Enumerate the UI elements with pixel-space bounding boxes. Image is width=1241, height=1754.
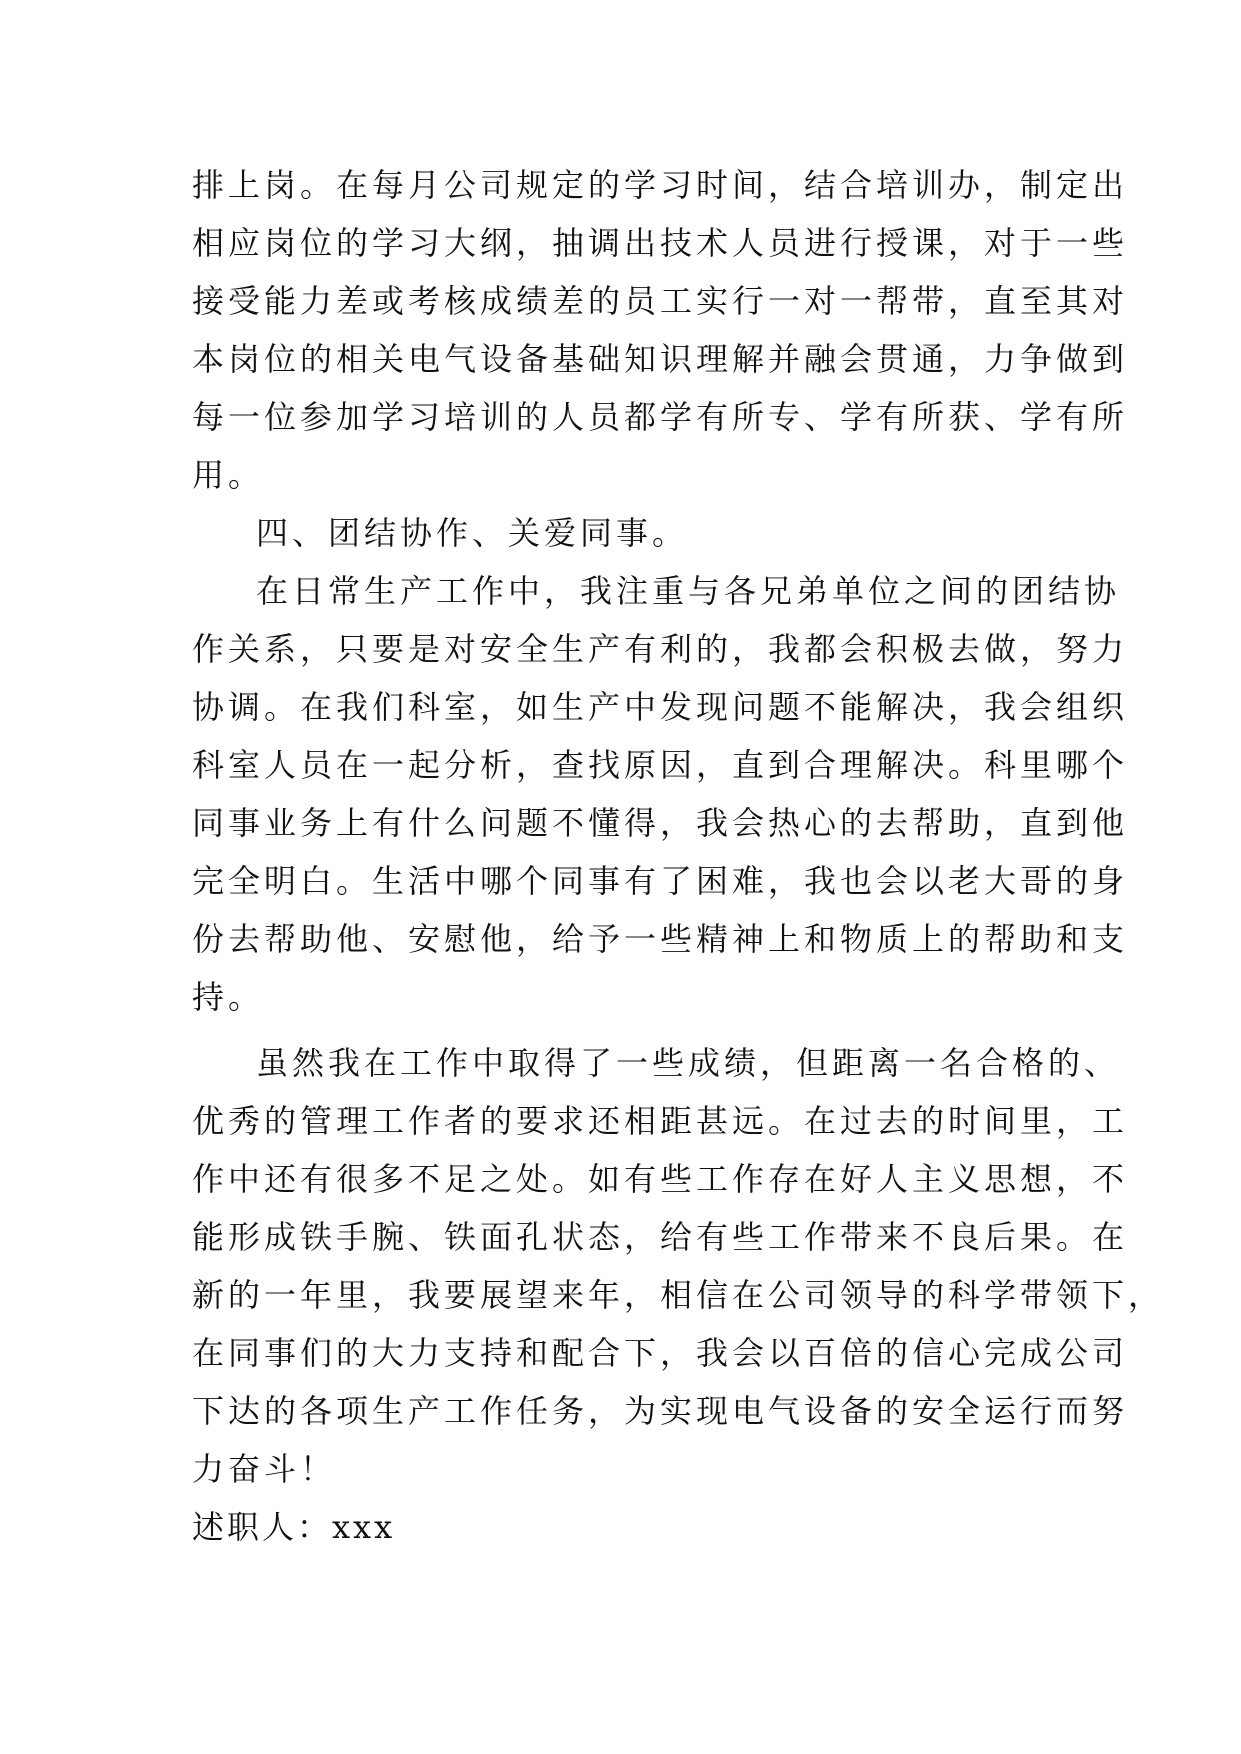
text-line: 份去帮助他、安慰他，给予一些精神上和物质上的帮助和支 [192, 920, 1129, 958]
signature-line: 述职人：xxx [192, 1508, 396, 1546]
text-line: 作中还有很多不足之处。如有些工作存在好人主义思想，不 [192, 1160, 1129, 1198]
text-line: 每一位参加学习培训的人员都学有所专、学有所获、学有所 [192, 398, 1129, 436]
text-line: 下达的各项生产工作任务，为实现电气设备的安全运行而努 [192, 1392, 1129, 1430]
text-line: 新的一年里，我要展望来年，相信在公司领导的科学带领下， [192, 1276, 1165, 1314]
text-line: 科室人员在一起分析，查找原因，直到合理解决。科里哪个 [192, 746, 1129, 784]
text-line: 相应岗位的学习大纲，抽调出技术人员进行授课，对于一些 [192, 224, 1129, 262]
text-line: 本岗位的相关电气设备基础知识理解并融会贯通，力争做到 [192, 340, 1129, 378]
text-line: 完全明白。生活中哪个同事有了困难，我也会以老大哥的身 [192, 862, 1129, 900]
text-line: 持。 [192, 978, 265, 1016]
text-line: 能形成铁手腕、铁面孔状态，给有些工作带来不良后果。在 [192, 1218, 1129, 1256]
text-line: 排上岗。在每月公司规定的学习时间，结合培训办，制定出 [192, 166, 1129, 204]
text-line: 作关系，只要是对安全生产有利的，我都会积极去做，努力 [192, 630, 1129, 668]
text-line: 用。 [192, 456, 265, 494]
text-line: 力奋斗！ [192, 1450, 337, 1488]
paragraph-teamwork [192, 562, 1129, 1026]
text-line: 接受能力差或考核成绩差的员工实行一对一帮带，直至其对 [192, 282, 1129, 320]
text-line: 虽然我在工作中取得了一些成绩，但距离一名合格的、 [256, 1044, 1121, 1082]
section-heading: 四、团结协作、关爱同事。 [256, 514, 689, 552]
text-line: 优秀的管理工作者的要求还相距甚远。在过去的时间里，工 [192, 1102, 1129, 1140]
text-line: 在日常生产工作中，我注重与各兄弟单位之间的团结协 [256, 572, 1121, 610]
paragraph-conclusion [192, 1034, 1165, 1498]
text-line: 在同事们的大力支持和配合下，我会以百倍的信心完成公司 [192, 1334, 1129, 1372]
paragraph-training [192, 156, 1129, 504]
document-body [192, 156, 1165, 1556]
text-line: 同事业务上有什么问题不懂得，我会热心的去帮助，直到他 [192, 804, 1129, 842]
text-line: 协调。在我们科室，如生产中发现问题不能解决，我会组织 [192, 688, 1129, 726]
